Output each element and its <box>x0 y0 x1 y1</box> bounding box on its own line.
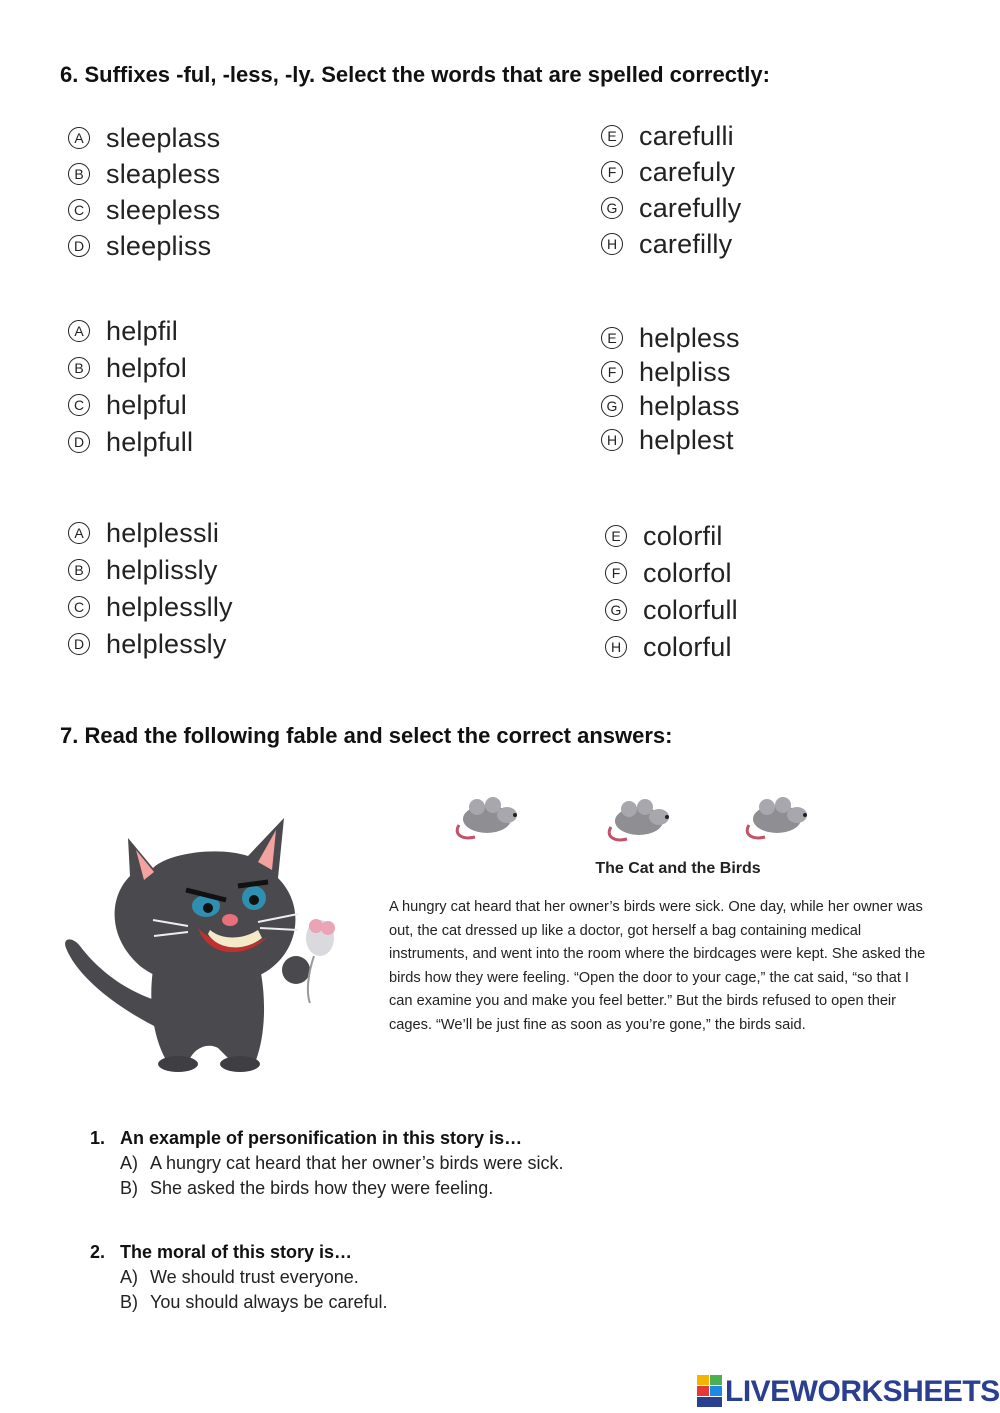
option-word: helplessly <box>106 628 227 659</box>
option[interactable] <box>605 629 738 665</box>
option-bubble[interactable]: D <box>68 235 90 257</box>
answer-text: She asked the birds how they were feeling. <box>150 1178 494 1198</box>
fable-line: birds how they were feeling. “Open the door to your cage,” the cat said, “so that I <box>389 969 909 986</box>
mouse-icon <box>453 795 523 840</box>
mouse-icon <box>743 795 813 840</box>
option[interactable] <box>601 226 741 262</box>
option-word: helplass <box>639 390 740 421</box>
option[interactable] <box>605 592 738 628</box>
option-bubble[interactable]: A <box>68 522 90 544</box>
answer-option[interactable] <box>120 1265 388 1290</box>
option-bubble[interactable]: A <box>68 127 90 149</box>
option[interactable] <box>68 387 193 423</box>
option-word: helplessli <box>106 517 220 548</box>
option[interactable] <box>68 350 193 386</box>
option-bubble[interactable]: H <box>601 429 623 451</box>
option-bubble[interactable]: D <box>68 431 90 453</box>
option[interactable] <box>601 118 741 154</box>
option-word: helplissly <box>106 554 218 585</box>
option-word: colorfol <box>643 557 732 588</box>
answer-text: You should always be careful. <box>150 1292 388 1312</box>
option-word: sleepliss <box>106 230 212 261</box>
option-bubble[interactable]: F <box>605 562 627 584</box>
option-list-right-2 <box>601 321 740 457</box>
option[interactable] <box>68 424 193 460</box>
question-text: The moral of this story is… <box>120 1242 353 1262</box>
question-1 <box>90 1128 564 1201</box>
option-bubble[interactable]: C <box>68 394 90 416</box>
option-bubble[interactable]: E <box>601 125 623 147</box>
option-word: helpfol <box>106 352 187 383</box>
answer-letter: A) <box>120 1267 138 1287</box>
option-bubble[interactable]: B <box>68 559 90 581</box>
fable-title: The Cat and the Birds <box>595 860 761 877</box>
option-bubble[interactable]: G <box>601 395 623 417</box>
option-list-left-2 <box>68 313 193 460</box>
option-bubble[interactable]: E <box>605 525 627 547</box>
option-word: colorful <box>643 631 732 662</box>
option[interactable] <box>605 555 738 591</box>
option[interactable] <box>601 190 741 226</box>
option-word: helpful <box>106 389 187 420</box>
option-bubble[interactable]: G <box>605 599 627 621</box>
logo-badge-icon <box>697 1375 723 1409</box>
option[interactable] <box>601 154 741 190</box>
answer-letter: B) <box>120 1292 138 1312</box>
option[interactable] <box>68 228 220 264</box>
section-6-title: 6. Suffixes -ful, -less, -ly. Select the words that are spelled correctly: <box>60 62 770 87</box>
option[interactable] <box>605 518 738 554</box>
option-word: carefully <box>639 192 742 223</box>
fable-line: out, the cat dressed up like a doctor, got herself a bag containing medical <box>389 922 862 939</box>
option[interactable] <box>601 389 740 423</box>
option-bubble[interactable]: B <box>68 357 90 379</box>
logo-text: LIVEWORKSHEETS <box>725 1375 1000 1408</box>
section-7-title: 7. Read the following fable and select the correct answers: <box>60 723 673 748</box>
fable-body <box>389 896 974 1037</box>
option-word: helpless <box>639 322 740 353</box>
option-word: helpfull <box>106 426 194 457</box>
question-prompt <box>90 1242 388 1263</box>
option[interactable] <box>68 192 220 228</box>
option[interactable] <box>68 313 193 349</box>
option-bubble[interactable]: C <box>68 596 90 618</box>
answer-letter: B) <box>120 1178 138 1198</box>
option[interactable] <box>601 321 740 355</box>
option[interactable] <box>601 423 740 457</box>
option-word: sleepless <box>106 194 221 225</box>
question-text: An example of personification in this story is… <box>120 1128 523 1148</box>
answer-letter: A) <box>120 1153 138 1173</box>
answer-option[interactable] <box>120 1151 564 1176</box>
option-bubble[interactable]: H <box>601 233 623 255</box>
option-bubble[interactable]: E <box>601 327 623 349</box>
option-word: sleeplass <box>106 122 221 153</box>
cat-illustration <box>58 798 358 1076</box>
option[interactable] <box>601 355 740 389</box>
option-bubble[interactable]: B <box>68 163 90 185</box>
question-number: 2. <box>90 1242 106 1262</box>
option-list-left-3 <box>68 515 233 662</box>
option-list-left-1 <box>68 120 220 264</box>
option[interactable] <box>68 515 233 551</box>
fable-line: cages. “We’ll be just fine as soon as you’re gone,” the birds said. <box>389 1016 806 1033</box>
option-list-right-1 <box>601 118 741 262</box>
option-bubble[interactable]: C <box>68 199 90 221</box>
mouse-icon <box>605 797 675 842</box>
option[interactable] <box>68 156 220 192</box>
option-bubble[interactable]: H <box>605 636 627 658</box>
option-list-right-3 <box>605 518 738 665</box>
answer-option[interactable] <box>120 1176 564 1201</box>
fable-line: A hungry cat heard that her owner’s birds were sick. One day, while her owner was <box>389 899 923 915</box>
option[interactable] <box>68 120 220 156</box>
liveworksheets-logo <box>697 1375 1000 1409</box>
option[interactable] <box>68 626 233 662</box>
fable-line: can examine you and make you feel better.” But the birds refused to open their <box>389 993 897 1009</box>
option-word: helpliss <box>639 356 731 387</box>
option-word: sleapless <box>106 158 221 189</box>
answer-text: A hungry cat heard that her owner’s birds were sick. <box>150 1153 564 1173</box>
answer-option[interactable] <box>120 1290 388 1315</box>
option-word: carefuly <box>639 156 736 187</box>
fable-line: instruments, and went into the room where the birdcages were kept. She asked the <box>389 946 926 962</box>
option-word: colorfil <box>643 520 723 551</box>
option[interactable] <box>68 552 233 588</box>
option[interactable] <box>68 589 233 625</box>
option-word: helplest <box>639 424 734 455</box>
option-word: carefilly <box>639 228 733 259</box>
option-bubble[interactable]: D <box>68 633 90 655</box>
option-word: helplesslly <box>106 591 233 622</box>
option-word: colorfull <box>643 594 738 625</box>
option-word: helpfil <box>106 315 178 346</box>
answer-text: We should trust everyone. <box>150 1267 359 1287</box>
question-prompt <box>90 1128 564 1149</box>
option-bubble[interactable]: F <box>601 161 623 183</box>
question-number: 1. <box>90 1128 106 1148</box>
question-2 <box>90 1242 388 1315</box>
option-bubble[interactable]: G <box>601 197 623 219</box>
option-word: carefulli <box>639 120 734 151</box>
option-bubble[interactable]: A <box>68 320 90 342</box>
option-bubble[interactable]: F <box>601 361 623 383</box>
